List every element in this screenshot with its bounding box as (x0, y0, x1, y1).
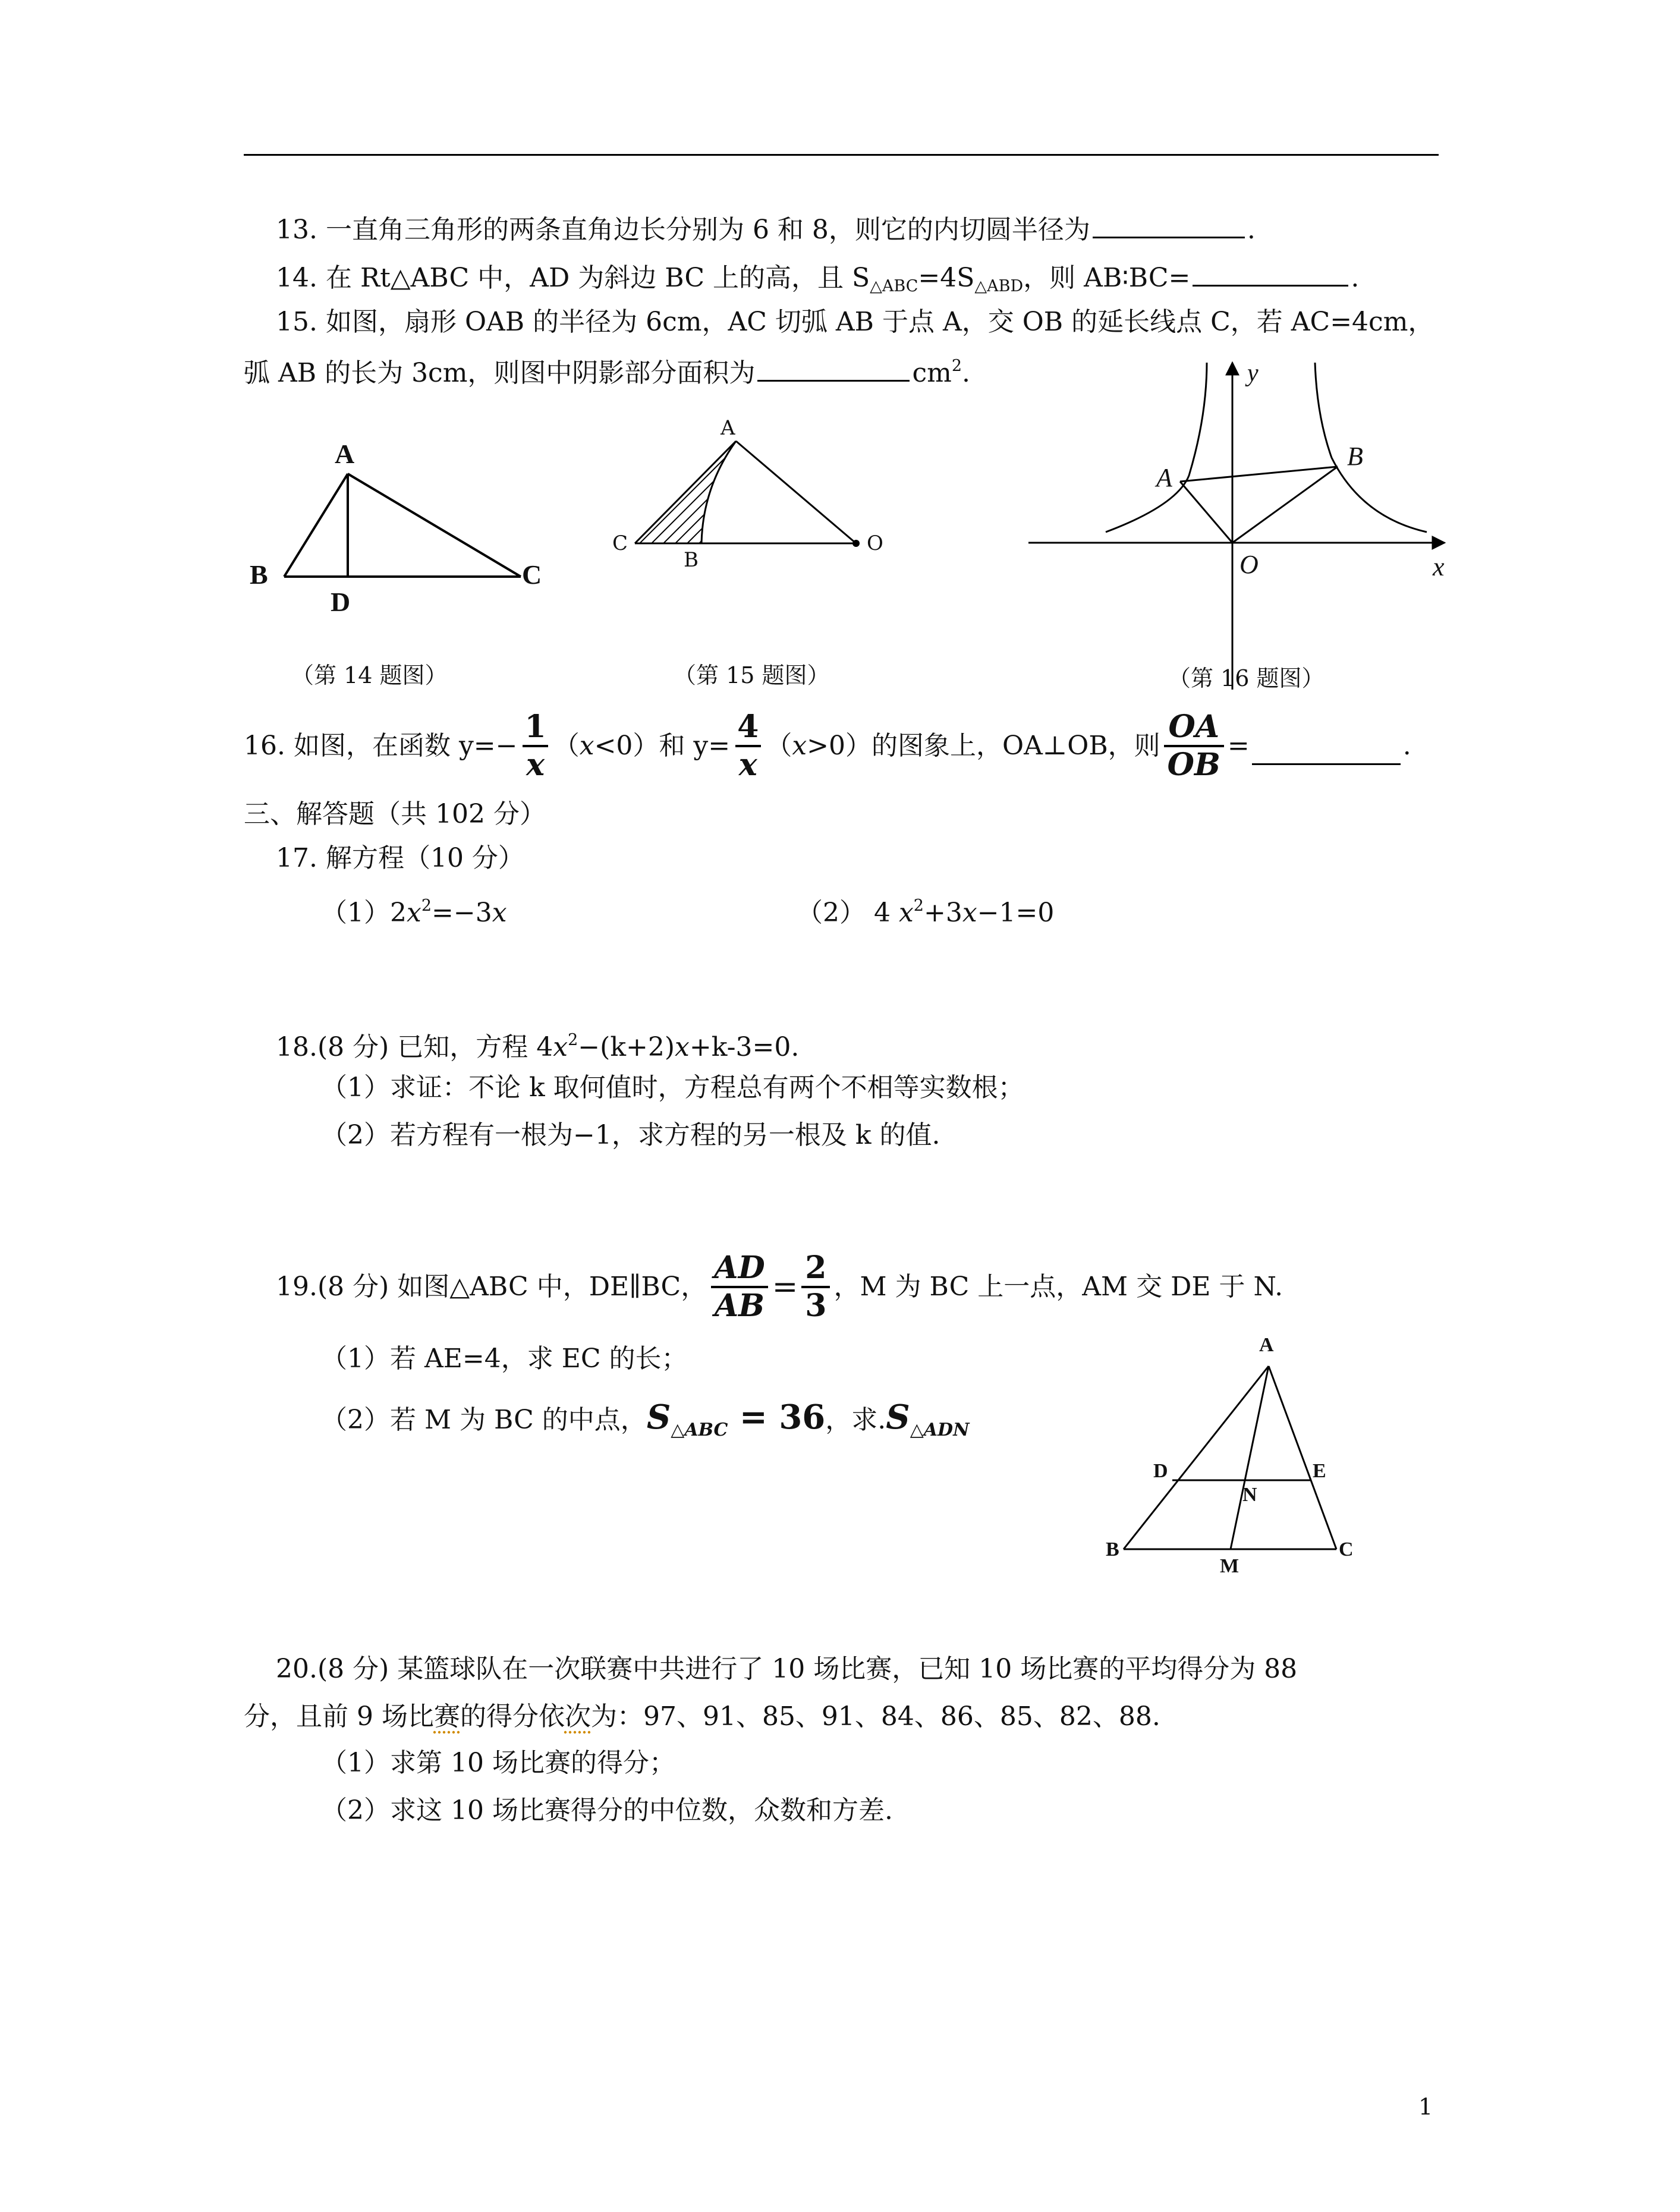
fig19-label-e: E (1313, 1460, 1326, 1482)
fig19-label-d: D (1153, 1460, 1168, 1482)
fig16-label-a: A (1156, 463, 1172, 492)
fraction-1-over-x: $\frac{1}{x}$ (521, 709, 550, 783)
fig19-label-n: N (1242, 1484, 1257, 1506)
fig16-label-o: O (1239, 550, 1259, 579)
fig19-label-m: M (1220, 1555, 1239, 1577)
fig16-label-b: B (1347, 442, 1363, 471)
fig14-caption: （第 14 题图） (291, 662, 448, 688)
question-18-stem: 18.(8 分) 已知，方程 $4x^2-(k+2)x+k-3=0$. (276, 1031, 800, 1062)
question-18-part-2: （2）若方程有一根为−1，求方程的另一根及 k 的值. (321, 1120, 940, 1150)
fig16-label-x: x (1433, 552, 1445, 581)
page-number: 1 (1418, 2094, 1433, 2120)
question-15-line-2: 弧 AB 的长为 3cm，则图中阴影部分面积为 $cm^2$. (244, 348, 970, 391)
fig15-label-c: C (612, 531, 628, 555)
question-20-part-1: （1）求第 10 场比赛的得分； (321, 1748, 675, 1778)
fraction-4-over-x: $\frac{4}{x}$ (734, 709, 762, 783)
fraction-ad-over-ab: $\frac{AD}{AB}$ (710, 1250, 768, 1324)
section-heading: 三、解答题（共 102 分） (244, 799, 546, 829)
fig16-caption: （第 16 题图） (1168, 665, 1325, 691)
question-16: 16. 如图，在函数 y=− $\frac{1}{x}$ （ x <0）和 y= $\frac{4}{x}$ （ x >0）的图象上，OA⊥OB，则 $\frac{OA}{OB}$ = . (244, 709, 1411, 783)
question-19-part-1: （1）若 AE=4，求 EC 的长； (321, 1343, 688, 1374)
fig14-label-b: B (250, 559, 268, 590)
question-18-part-1: （1）求证：不论 k 取何值时，方程总有两个不相等实数根； (321, 1072, 1024, 1103)
question-17-title: 17. 解方程（10 分） (276, 843, 524, 873)
fig14-label-a: A (335, 439, 355, 469)
question-19-stem: 19.(8 分) 如图△ABC 中，DE∥BC， $\frac{AD}{AB}$ = $\frac{2}{3}$ ，M 为 BC 上一点，AM 交 DE 于 N. (276, 1250, 1283, 1324)
fig15-label-b: B (684, 548, 699, 572)
fig19-label-c: C (1339, 1538, 1354, 1560)
question-15-line-1: 15. 如图，扇形 OAB 的半径为 6cm，AC 切弧 AB 于点 A，交 OB 的延长线点 C，若 AC=4cm， (276, 307, 1434, 337)
fig15-label-a: A (721, 416, 735, 440)
fig19-label-b: B (1106, 1538, 1119, 1560)
fig14-label-d: D (331, 587, 351, 617)
fig15-caption: （第 15 题图） (674, 662, 830, 688)
fig15-label-o: O (867, 531, 883, 555)
fig19-label-a: A (1259, 1334, 1274, 1356)
fig14-label-c: C (522, 559, 542, 590)
question-13: 13. 一直角三角形的两条直角边长分别为 6 和 8，则它的内切圆半径为 . (276, 209, 1256, 248)
question-20-part-2: （2）求这 10 场比赛得分的中位数，众数和方差. (321, 1795, 893, 1826)
question-17-part-2: （2） 4 $x^2+3x-1=0$ (797, 896, 1055, 928)
fraction-2-over-3: $\frac{2}{3}$ (801, 1250, 830, 1324)
question-20-line-1: 20.(8 分) 某篮球队在一次联赛中共进行了 10 场比赛，已知 10 场比赛的平均得分为 88 (276, 1654, 1298, 1684)
fraction-oa-over-ob: $\frac{OA}{OB}$ (1164, 709, 1224, 783)
question-17-part-1: $(1)2x^2=-3x$ (321, 896, 507, 928)
question-19-part-2: （2）若 M 为 BC 的中点，$S_{\triangle ABC} = 36$，求$.S_{\triangle ADN}$ (321, 1398, 970, 1440)
question-20-line-2: 分，且前 9 场比赛的得分依次为：97、91、85、91、84、86、85、82、88. (244, 1701, 1160, 1732)
fig16-label-y: y (1247, 360, 1259, 387)
question-14: 14. 在 Rt△ABC 中，AD 为斜边 BC 上的高，且 $S_{\triangle ABC}=4S_{\triangle ABD}$，则 AB∶BC= . (276, 257, 1359, 304)
